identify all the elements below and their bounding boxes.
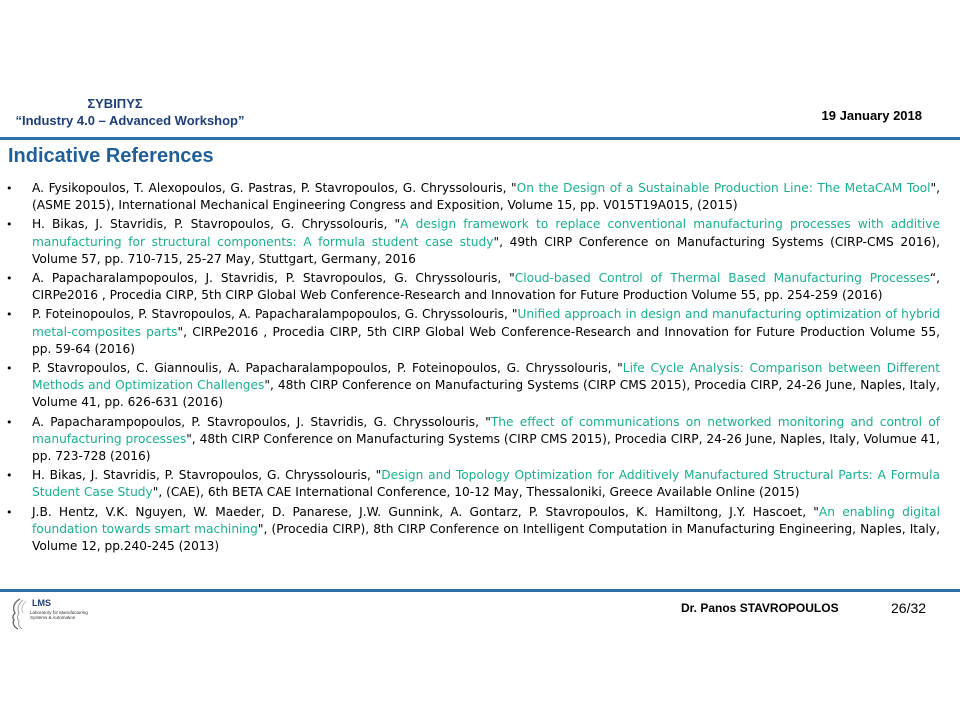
page-number: 26/32: [891, 600, 927, 616]
slide-title: Indicative References: [8, 145, 214, 167]
bullet-icon: •: [6, 362, 13, 376]
logo-text: LMS: [32, 598, 51, 608]
footer-author: Dr. Panos STAVROPOULOS: [681, 601, 839, 615]
reference-source: ", (CAE), 6th BETA CAE International Conference, 10-12 May, Thessaloniki, Greece Available Online (2015): [152, 485, 800, 500]
header-workshop: “Industry 4.0 – Advanced Workshop”: [15, 113, 245, 128]
reference-source: ", 48th CIRP Conference on Manufacturing Systems (CIRP CMS 2015), Procedia CIRP, 24-26 June, Naples, Italy, Volumue 41, pp. 723-728 (2016): [32, 431, 940, 464]
reference-item: [6, 504, 940, 556]
reference-title: The effect of communications on networked monitoring and control of manufacturing processes: [32, 414, 940, 446]
reference-authors: H. Bikas, J. Stavridis, P. Stavropoulos, G. Chryssolouris, ": [32, 468, 382, 483]
bullet-icon: •: [6, 415, 13, 429]
reference-item: [6, 270, 940, 304]
reference-title: On the Design of a Sustainable Production Line: The MetaCAM Tool: [516, 181, 931, 195]
reference-source: ", 49th CIRP Conference on Manufacturing Systems (CIRP-CMS 2016), Volume 57, pp. 710-715, 25-27 May, Stuttgart, Germany, 2016: [32, 234, 940, 266]
reference-title: Life Cycle Analysis: Comparison between Different Methods and Optimization Challenges: [32, 361, 941, 393]
reference-item: [6, 180, 940, 214]
reference-title: Cloud-based Control of Thermal Based Manufacturing Processes: [514, 271, 930, 286]
reference-item: [6, 216, 940, 268]
reference-title: An enabling digital foundation towards smart machining: [32, 504, 940, 536]
reference-list: [6, 180, 940, 557]
reference-authors: A. Papacharalampopoulos, J. Stavridis, P. Stavropoulos, G. Chryssolouris, ": [32, 271, 515, 286]
reference-authors: A. Papacharampopoulos, P. Stavropoulos, J. Stavridis, G. Chryssolouris, ": [32, 414, 491, 429]
reference-authors: P. Foteinopoulos, P. Stavropoulos, A. Papacharalampopoulos, G. Chryssolouris, ": [32, 307, 518, 322]
reference-source: “, CIRPe2016 , Procedia CIRP, 5th CIRP Global Web Conference-Research and Innovation for Future Production Volume 55, pp. 254-259 (2016): [32, 271, 941, 303]
footer-divider: [0, 589, 960, 592]
bullet-icon: •: [6, 308, 13, 322]
reference-item: [6, 360, 940, 412]
reference-source: ", (ASME 2015), International Mechanical Engineering Congress and Exposition, Volume 15, pp. V015T19A015, (2015): [32, 181, 941, 213]
reference-title: Unified approach in design and manufacturing optimization of hybrid metal-composites parts: [32, 307, 940, 339]
reference-authors: P. Stavropoulos, C. Giannoulis, A. Papacharalampopoulos, P. Foteinopoulos, G. Chryssolouris, ": [32, 361, 623, 376]
reference-source: ", CIRPe2016 , Procedia CIRP, 5th CIRP Global Web Conference-Research and Innovation for Future Production Volume 55, pp. 59-64 (2016): [32, 324, 941, 356]
header-date: 19 January 2018: [821, 108, 922, 123]
reference-item: [6, 467, 940, 501]
reference-source: ", 48th CIRP Conference on Manufacturing Systems (CIRP CMS 2015), Procedia CIRP, 24-26 June, Naples, Italy, Volume 41, pp. 626-631 (2016): [32, 378, 940, 410]
reference-authors: J.B. Hentz, V.K. Nguyen, W. Maeder, D. Panarese, J.W. Gunnink, A. Gontarz, P. Stavropoulos, K. Hamiltong, J.Y. Hascoet, ": [32, 504, 819, 519]
reference-authors: H. Bikas, J. Stavridis, P. Stavropoulos, G. Chryssolouris, ": [32, 217, 401, 232]
header-organization: ΣΥΒΙΠΥΣ: [87, 96, 143, 111]
logo-subtitle: Laboratory for Manufacturing Systems & Automation: [30, 610, 88, 620]
reference-authors: A. Fysikopoulos, T. Alexopoulos, G. Pastras, P. Stavropoulos, G. Chryssolouris, ": [32, 181, 517, 195]
bullet-icon: •: [6, 505, 13, 519]
reference-item: [6, 306, 940, 358]
header-divider: [0, 137, 960, 140]
reference-title: Design and Topology Optimization for Additively Manufactured Structural Parts: A Formula Student Case Study: [32, 468, 940, 500]
bullet-icon: •: [6, 182, 13, 195]
bullet-icon: •: [6, 469, 13, 483]
reference-title: A design framework to replace conventional manufacturing processes with additive manufacturing for structural components: A formula student case study: [32, 217, 940, 249]
reference-item: [6, 414, 940, 466]
bullet-icon: •: [6, 272, 13, 286]
bullet-icon: •: [6, 218, 13, 232]
reference-source: ", (Procedia CIRP), 8th CIRP Conference on Intelligent Computation in Manufacturing Engineering, Naples, Italy, Volume 12, pp.240-245 (2013): [32, 521, 941, 554]
